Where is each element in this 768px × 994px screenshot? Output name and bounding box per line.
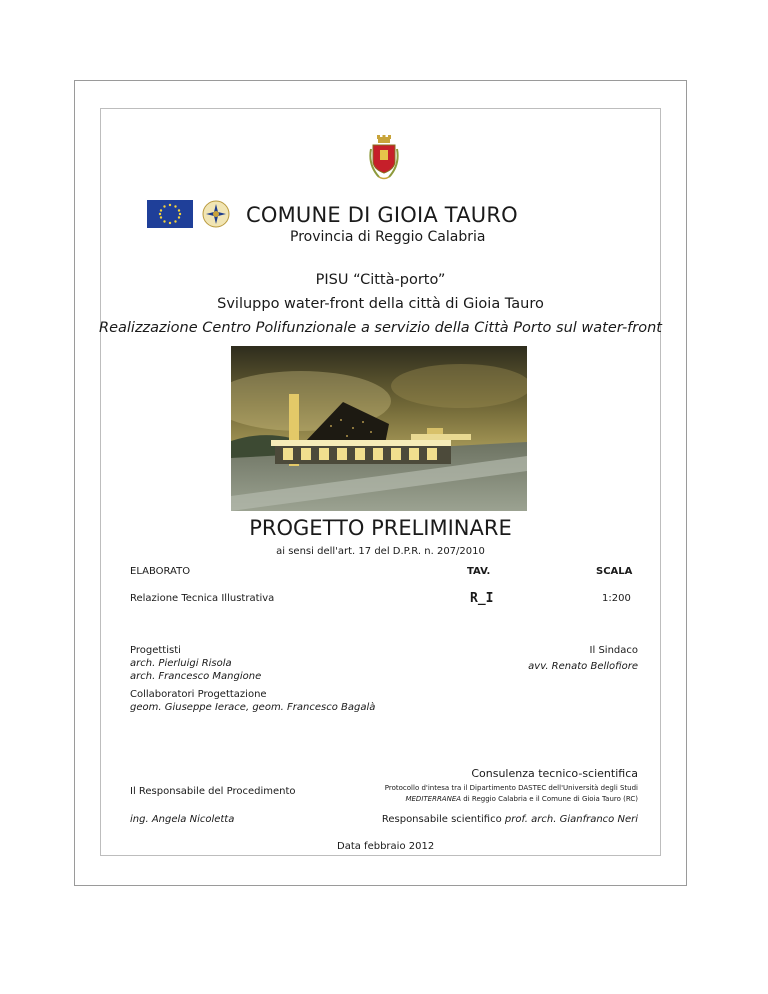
regione-calabria-logo-icon bbox=[202, 199, 230, 229]
document-date: Data febbraio 2012 bbox=[337, 841, 435, 852]
collaborators-label: Collaboratori Progettazione bbox=[130, 689, 267, 700]
collaborators-names: geom. Giuseppe Ierace, geom. Francesco Bagalà bbox=[130, 702, 376, 713]
protocol-line-2-rest: di Reggio Calabria e il Comune di Gioia Tauro (RC) bbox=[461, 795, 638, 803]
scientific-lead bbox=[382, 814, 638, 825]
consulting-label: Consulenza tecnico-scientifica bbox=[471, 767, 638, 780]
designer-name: arch. Pierluigi Risola bbox=[130, 658, 232, 669]
scientific-lead-name: prof. arch. Gianfranco Neri bbox=[504, 814, 638, 825]
university-name: MEDITERRANEA bbox=[405, 795, 462, 803]
scala-label: SCALA bbox=[596, 566, 633, 577]
procedure-name: ing. Angela Nicoletta bbox=[130, 814, 235, 825]
protocol-line-1: Protocollo d'intesa tra il Dipartimento DASTEC dell'Università degli Studi bbox=[384, 784, 638, 792]
project-title: Realizzazione Centro Polifunzionale a servizio della Città Porto sul water-front bbox=[99, 320, 662, 336]
province-subtitle: Provincia di Reggio Calabria bbox=[290, 229, 486, 245]
tav-label: TAV. bbox=[467, 566, 491, 577]
designer-name: arch. Francesco Mangione bbox=[130, 671, 262, 682]
mayor-label: Il Sindaco bbox=[589, 645, 638, 656]
municipality-title: COMUNE DI GIOIA TAURO bbox=[246, 203, 518, 227]
municipal-crest-icon bbox=[367, 135, 401, 181]
elaborato-value: Relazione Tecnica Illustrativa bbox=[130, 593, 275, 604]
legal-reference: ai sensi dell'art. 17 del D.P.R. n. 207/2010 bbox=[276, 546, 485, 557]
mayor-name: avv. Renato Bellofiore bbox=[528, 661, 638, 672]
tav-value: R_I bbox=[470, 591, 494, 606]
elaborato-label: ELABORATO bbox=[130, 566, 191, 577]
designers-label: Progettisti bbox=[130, 645, 181, 656]
scala-value: 1:200 bbox=[602, 593, 631, 604]
procedure-label: Il Responsabile del Procedimento bbox=[130, 786, 296, 797]
eu-flag-icon bbox=[147, 200, 193, 228]
protocol-line-2 bbox=[405, 795, 638, 803]
program-title: PISU “Città-porto” bbox=[315, 272, 446, 288]
scientific-lead-label: Responsabile scientifico bbox=[381, 814, 505, 825]
project-subtitle: Sviluppo water-front della città di Gioia Tauro bbox=[217, 296, 544, 312]
stage-title: PROGETTO PRELIMINARE bbox=[249, 516, 512, 540]
building-rendering-image bbox=[231, 346, 527, 511]
